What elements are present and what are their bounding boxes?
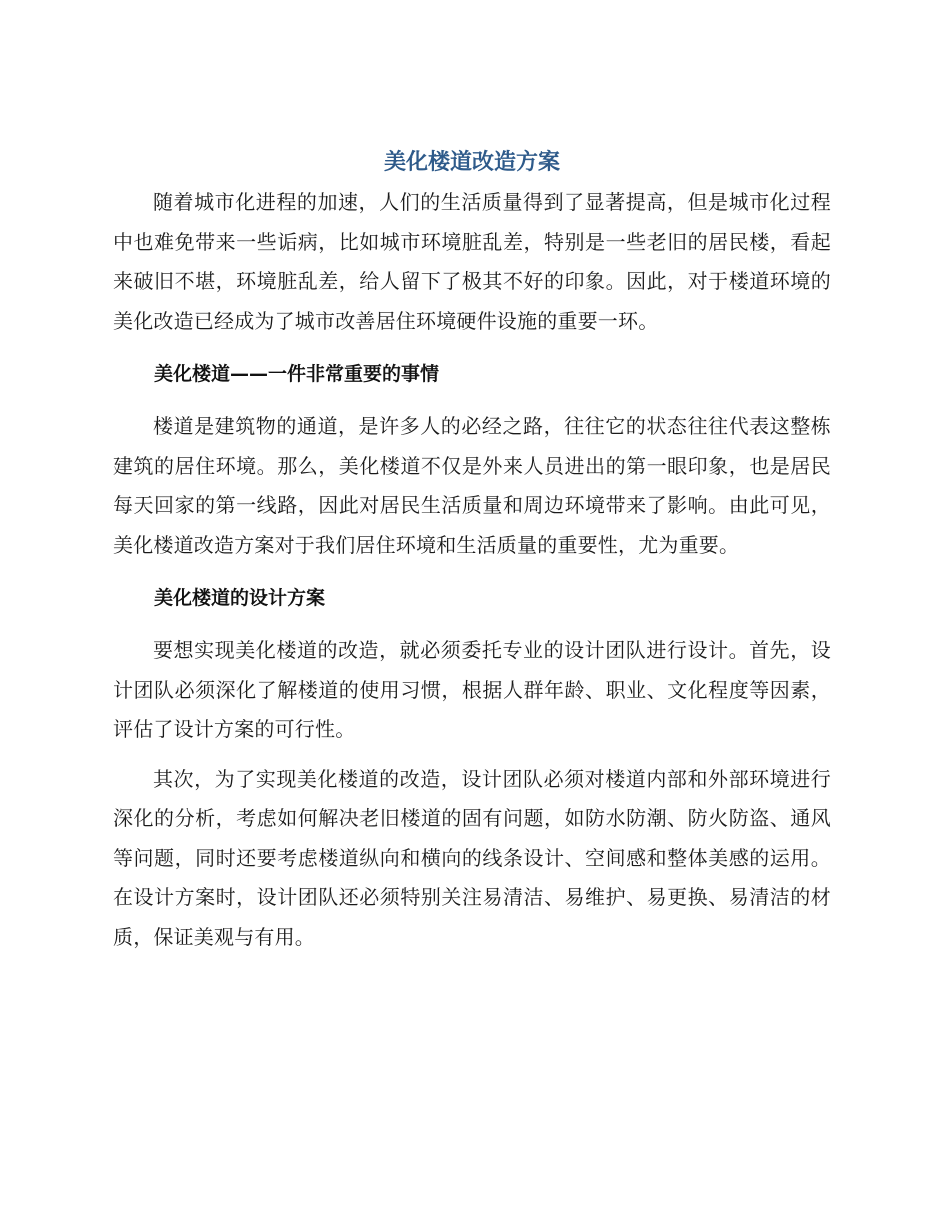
spacer	[113, 565, 831, 578]
spacer	[113, 394, 831, 407]
section-heading-importance: 美化楼道——一件非常重要的事情	[154, 363, 440, 385]
paragraph-design-first: 要想实现美化楼道的改造，就必须委托专业的设计团队进行设计。首先，设计团队必须深化了解楼道的使用习惯，根据人群年龄、职业、文化程度等因素，评估了设计方案的可行性。	[113, 638, 831, 741]
spacer	[113, 341, 831, 354]
document-page	[113, 143, 831, 957]
spacer	[113, 618, 831, 631]
paragraph-design-second: 其次，为了实现美化楼道的改造，设计团队必须对楼道内部和外部环境进行深化的分析，考虑如何解决老旧楼道的固有问题，如防水防潮、防火防盗、通风等问题，同时还要考虑楼道纵向和横向的线条设计、空间感和整体美感的运用。在设计方案时，设计团队还必须特别关注易清洁、易维护、易更换、易清洁的材质，保证美观与有用。	[113, 766, 831, 949]
paragraph-importance: 楼道是建筑物的通道，是许多人的必经之路，往往它的状态往往代表这整栋建筑的居住环境。那么，美化楼道不仅是外来人员进出的第一眼印象，也是居民每天回家的第一线路，因此对居民生活质量和周边环境带来了影响。由此可见，美化楼道改造方案对于我们居住环境和生活质量的重要性，尤为重要。	[113, 414, 831, 557]
section-heading-design: 美化楼道的设计方案	[154, 587, 326, 609]
spacer	[113, 750, 831, 760]
document-title: 美化楼道改造方案	[383, 150, 560, 175]
paragraph-intro: 随着城市化进程的加速，人们的生活质量得到了显著提高，但是城市化过程中也难免带来一些诟病，比如城市环境脏乱差，特别是一些老旧的居民楼，看起来破旧不堪，环境脏乱差，给人留下了极其不好的印象。因此，对于楼道环境的美化改造已经成为了城市改善居住环境硬件设施的重要一环。	[113, 190, 831, 333]
